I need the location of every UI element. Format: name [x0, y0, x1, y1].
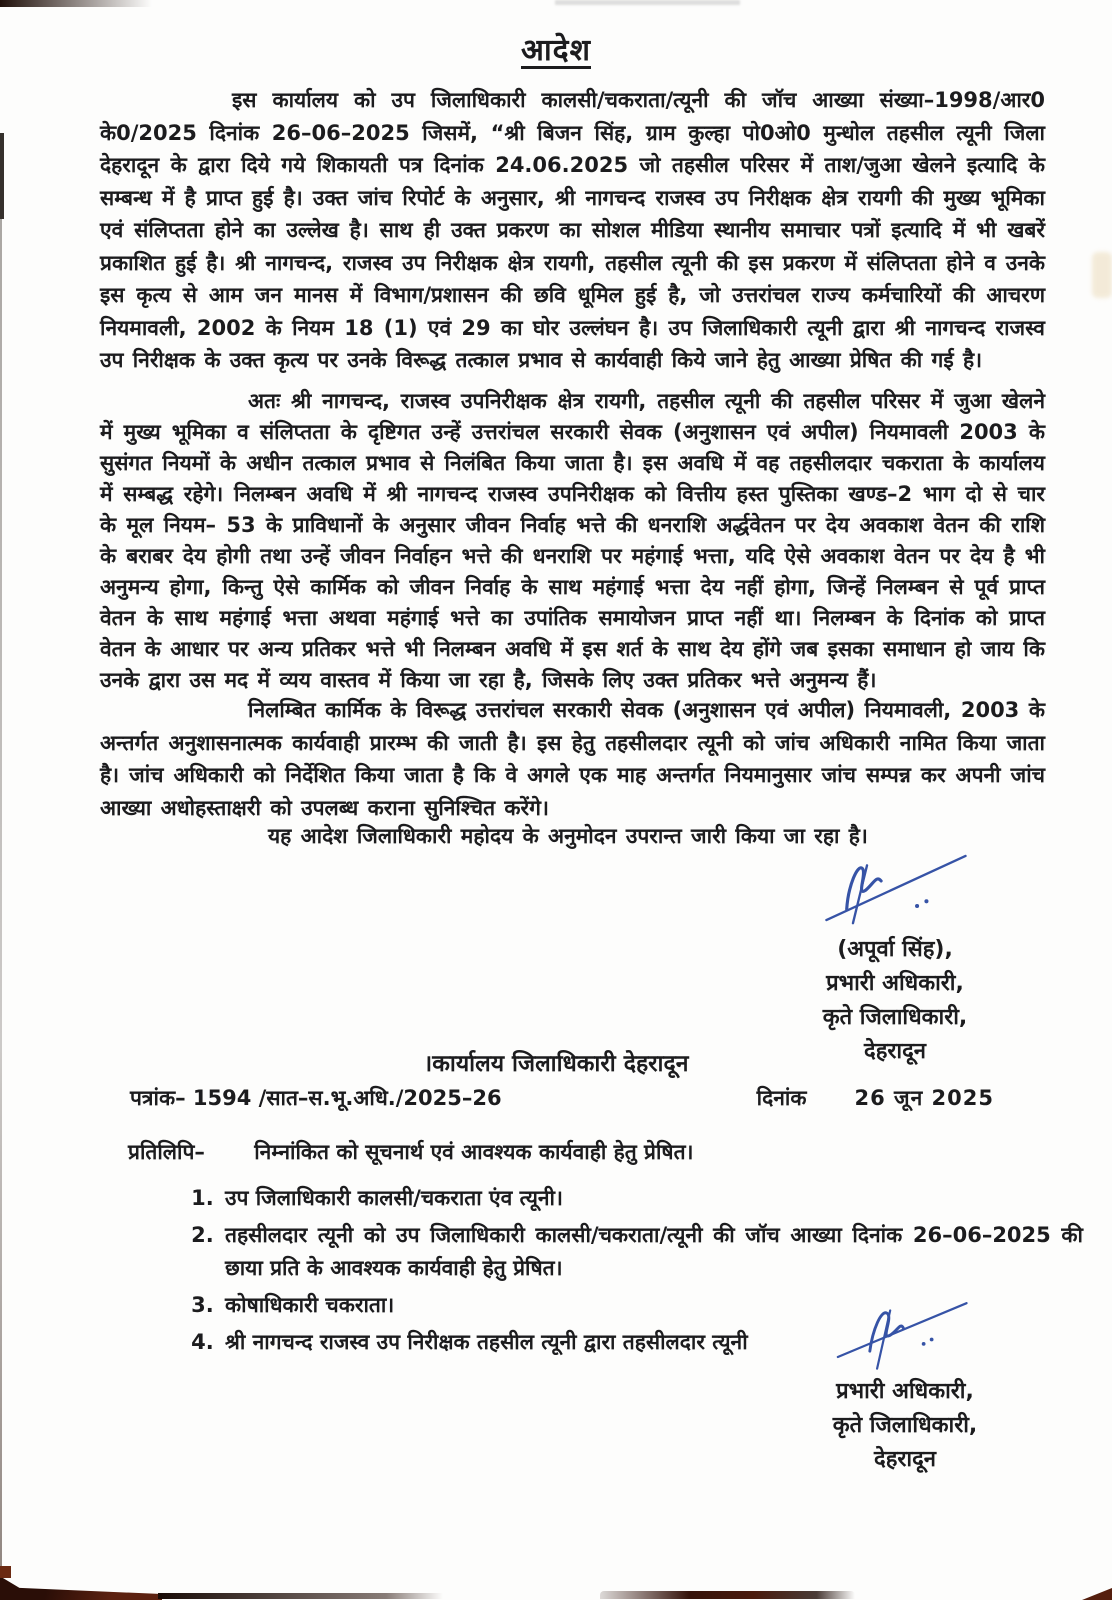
scan-artifact-left-edge-mark [0, 133, 4, 219]
date-value: 26 जून 2025 [854, 1086, 994, 1110]
office-name-line: ।कार्यालय जिलाधिकारी देहरादून [423, 1051, 689, 1077]
scan-artifact-left-edge-line [0, 219, 2, 1600]
scan-artifact-bottom-right [1082, 1588, 1112, 1600]
copy-to-heading [128, 1138, 1042, 1166]
order-paragraph-2: अतः श्री नागचन्द, राजस्व उपनिरीक्षक क्षेत्र रायगी, तहसील त्यूनी की तहसील परिसर में जुआ खेलने में मुख्य भूमिका व संलिप्तता के दृष्टिगत उन्हें उत्तरांचल सरकारी सेवक (अनुशासन एवं अपील) नियमावली 2003 के सुसंगत नियमों के अधीन तत्काल प्रभाव से निलंबित किया जाता है। इस अवधि में वह तहसीलदार चकराता के कार्यालय में सम्बद्ध रहेगे। निलम्बन अवधि में श्री नागचन्द राजस्व उपनिरीक्षक को वित्तीय हस्त पुस्तिका खण्ड–2 भाग दो से चार के मूल नियम– 53 के प्राविधानों के अनुसार जीवन निर्वाह भत्ते की धनराशि अर्द्धवेतन पर देय अवकाश वेतन की राशि के बराबर देय होगी तथा उन्हें जीवन निर्वाहन भत्ते की धनराशि पर महंगाई भत्ता, यदि ऐसे अवकाश वेतन पर देय है भी अनुमन्य होगा, किन्तु ऐसे कार्मिक को जीवन निर्वाह के साथ महंगाई भत्ता देय नहीं होगा, जिन्हें निलम्बन से पूर्व प्राप्त वेतन के साथ महंगाई भत्ता अथवा महंगाई भत्ते का उपांतिक समायोजन प्राप्त नहीं था। निलम्बन के दिनांक को प्राप्त वेतन के आधार पर अन्य प्रतिकर भत्ते भी निलम्बन अवधि में इस शर्त के साथ देय होंगे जब इसका समाधान हो जाय कि उनके द्वारा उस मद में व्यय वास्तव में किया जा रहा है, जिसके लिए उक्त प्रतिकर भत्ते अनुमन्य हैं। [100, 389, 1045, 692]
signature-block-2 [755, 1293, 1055, 1477]
signatory-place: देहरादून [864, 1039, 926, 1064]
scan-artifact-right-smudge [1092, 252, 1112, 298]
document-title: आदेश [521, 33, 591, 68]
order-paragraph-1: इस कार्यालय को उप जिलाधिकारी कालसी/चकराता/त्यूनी की जॉच आख्या संख्या–1998/आर0 के0/2025 दिनांक 26–06–2025 जिसमें, “श्री बिजन सिंह, ग्राम कुल्हा पो0ओ0 मुन्धोल तहसील त्यूनी जिला देहरादून के द्वारा दिये गये शिकायती पत्र दिनांक 24.06.2025 जो तहसील परिसर में ताश/जुआ खेलने इत्यादि के सम्बन्ध में है प्राप्त हुई है। उक्त जांच रिपोर्ट के अनुसार, श्री नागचन्द राजस्व उप निरीक्षक क्षेत्र रायगी की मुख्य भूमिका एवं संलिप्तता होने का उल्लेख है। साथ ही उक्त प्रकरण का सोशल मीडिया स्थानीय समाचार पत्रों इत्यादि में भी खबरें प्रकाशित हुई है। श्री नागचन्द, राजस्व उप निरीक्षक क्षेत्र रायगी, तहसील त्यूनी की इस प्रकरण में संलिप्तता होने व उनके इस कृत्य से आम जन मानस में विभाग/प्रशासन की छवि धूमिल हुई है, जो उत्तरांचल राज्य कर्मचारियों की आचरण नियमावली, 2002 के नियम 18 (1) एवं 29 का घोर उल्लंघन है। उप जिलाधिकारी त्यूनी द्वारा श्री नागचन्द राजस्व उप निरीक्षक के उक्त कृत्य पर उनके विरूद्ध तत्काल प्रभाव से कार्यवाही किये जाने हेतु आख्या प्रेषित की गई है। [100, 88, 1045, 372]
date-label: दिनांक [756, 1086, 807, 1110]
scan-artifact-bottom-left [0, 1573, 162, 1600]
signature-ink-icon [817, 845, 973, 931]
scan-artifact-bottom-line-left [158, 1593, 443, 1599]
signatory-name: (अपूर्वा सिंह), [837, 937, 953, 962]
scan-artifact-left-bottom-nub [0, 1566, 11, 1578]
signatory-on-behalf: कृते जिलाधिकारी, [832, 1413, 978, 1438]
scan-artifact-bottom-line-center [600, 1591, 855, 1599]
signatory-place: देहरादून [874, 1447, 936, 1472]
order-paragraph-4: यह आदेश जिलाधिकारी महोदय के अनुमोदन उपरान्त जारी किया जा रहा है। [268, 824, 868, 848]
copy-recipient-item: 4. श्री नागचन्द राजस्व उप निरीक्षक तहसील त्यूनी द्वारा तहसीलदार त्यूनी [221, 1326, 1083, 1359]
signature-ink-icon [832, 1293, 977, 1373]
order-paragraph-3: निलम्बित कार्मिक के विरूद्ध उत्तरांचल सरकारी सेवक (अनुशासन एवं अपील) नियमावली, 2003 के अन्तर्गत अनुशासनात्मक कार्यवाही प्रारम्भ की जाती है। इस हेतु तहसीलदार त्यूनी को जांच अधिकारी नामित किया जाता है। जांच अधिकारी को निर्देशित किया जाता है कि वे अगले एक माह अन्तर्गत नियमानुसार जांच सम्पन्न कर अपनी जांच आख्या अधोहस्ताक्षरी को उपलब्ध कराना सुनिश्चित करेंगे। [100, 698, 1045, 820]
copy-recipient-item: 1. उप जिलाधिकारी कालसी/चकराता एंव त्यूनी। [221, 1182, 1083, 1215]
signatory-designation: प्रभारी अधिकारी, [826, 971, 964, 996]
reference-date-row [130, 1084, 994, 1112]
letter-number: पत्रांक– 1594 /सात–स.भू.अधि./2025–26 [130, 1086, 502, 1110]
scan-artifact-top-left [0, 0, 165, 7]
scan-artifact-top-smudge [555, 0, 740, 5]
copy-to-label: प्रतिलिपि– [128, 1140, 205, 1164]
signatory-on-behalf: कृते जिलाधिकारी, [822, 1005, 968, 1030]
copy-recipient-item: 3. कोषाधिकारी चकराता। [221, 1289, 1083, 1322]
copy-to-text: निम्नांकित को सूचनार्थ एवं आवश्यक कार्यवाही हेतु प्रेषित। [254, 1140, 694, 1164]
copy-recipient-item: 2. तहसीलदार त्यूनी को उप जिलाधिकारी कालसी/चकराता/त्यूनी की जॉच आख्या दिनांक 26–06–2025 की छाया प्रति के आवश्यक कार्यवाही हेतु प्रेषित। [221, 1219, 1083, 1285]
signature-block-1 [745, 845, 1045, 1069]
signatory-designation: प्रभारी अधिकारी, [836, 1379, 974, 1404]
